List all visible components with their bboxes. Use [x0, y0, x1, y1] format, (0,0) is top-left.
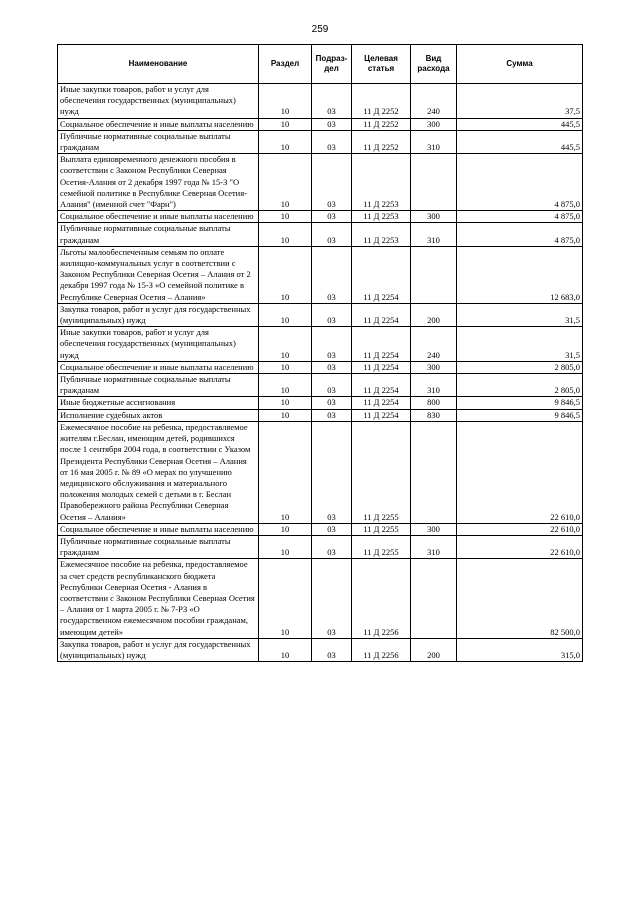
- row-statya: 11 Д 2255: [352, 421, 411, 523]
- row-podrazdel: 03: [312, 154, 352, 211]
- row-statya: 11 Д 2253: [352, 223, 411, 246]
- table-row: [58, 223, 583, 246]
- row-razdel: 10: [259, 211, 312, 223]
- row-razdel: 10: [259, 361, 312, 373]
- row-podrazdel: 03: [312, 374, 352, 397]
- row-vid: 310: [411, 535, 457, 558]
- table-row: [58, 130, 583, 153]
- row-statya: 11 Д 2255: [352, 523, 411, 535]
- row-name: Социальное обеспечение и иные выплаты населению: [58, 211, 259, 223]
- row-summa: 12 683,0: [457, 246, 583, 303]
- row-name: Публичные нормативные социальные выплаты гражданам: [58, 130, 259, 153]
- row-name: Публичные нормативные социальные выплаты гражданам: [58, 374, 259, 397]
- row-razdel: 10: [259, 154, 312, 211]
- row-razdel: 10: [259, 130, 312, 153]
- row-summa: 445,5: [457, 130, 583, 153]
- row-summa: 315,0: [457, 638, 583, 661]
- row-statya: 11 Д 2252: [352, 130, 411, 153]
- row-name: Льготы малообеспеченным семьям по оплате жилищно-коммунальных услуг в соответствии с Законом Республики Северная Осетия – Алания от 2 декабря 1997 года № 15-З «О семейной политике в Республике Северная Осетия – Алания»: [58, 246, 259, 303]
- row-vid: 300: [411, 211, 457, 223]
- row-name: Социальное обеспечение и иные выплаты населению: [58, 361, 259, 373]
- row-vid: 310: [411, 223, 457, 246]
- row-summa: 31,5: [457, 327, 583, 362]
- header-statya: Целевая статья: [352, 45, 411, 84]
- row-name: Социальное обеспечение и иные выплаты населению: [58, 118, 259, 130]
- row-statya: 11 Д 2254: [352, 327, 411, 362]
- row-podrazdel: 03: [312, 559, 352, 638]
- row-name: Публичные нормативные социальные выплаты гражданам: [58, 223, 259, 246]
- row-podrazdel: 03: [312, 118, 352, 130]
- header-razdel: Раздел: [259, 45, 312, 84]
- row-statya: 11 Д 2254: [352, 397, 411, 409]
- row-razdel: 10: [259, 374, 312, 397]
- row-podrazdel: 03: [312, 84, 352, 119]
- table-row: [58, 409, 583, 421]
- row-vid: [411, 246, 457, 303]
- row-podrazdel: 03: [312, 523, 352, 535]
- row-summa: 4 875,0: [457, 154, 583, 211]
- row-razdel: 10: [259, 246, 312, 303]
- row-vid: 300: [411, 523, 457, 535]
- row-razdel: 10: [259, 84, 312, 119]
- row-podrazdel: 03: [312, 361, 352, 373]
- row-summa: 22 610,0: [457, 421, 583, 523]
- row-name: Закупка товаров, работ и услуг для государственных (муниципальных) нужд: [58, 638, 259, 661]
- row-name: Ежемесячное пособие на ребенка, предоставляемое жителям г.Беслан, имеющим детей, родившихся после 1 сентября 2004 года, в соответствии с Указом Президента Республики Северная Осетия – Алания от 16 мая 2005 г. № 89 «О мерах по улучшению медицинского обслуживания и материального положения молодых семей с детьми в г. Беслан Правобережного района Республики Северная Осетия – Алания»: [58, 421, 259, 523]
- row-razdel: 10: [259, 523, 312, 535]
- header-summa: Сумма: [457, 45, 583, 84]
- table-row: [58, 327, 583, 362]
- table-body: [58, 84, 583, 662]
- row-statya: 11 Д 2253: [352, 211, 411, 223]
- row-vid: 800: [411, 397, 457, 409]
- table-row: [58, 397, 583, 409]
- row-name: Закупка товаров, работ и услуг для государственных (муниципальных) нужд: [58, 303, 259, 326]
- row-podrazdel: 03: [312, 327, 352, 362]
- page-number: 259: [311, 24, 329, 35]
- row-name: Иные закупки товаров, работ и услуг для обеспечения государственных (муниципальных) нужд: [58, 84, 259, 119]
- row-vid: 240: [411, 84, 457, 119]
- row-razdel: 10: [259, 535, 312, 558]
- row-vid: 240: [411, 327, 457, 362]
- table-row: [58, 211, 583, 223]
- header-podrazdel: Подраз-дел: [312, 45, 352, 84]
- table-row: [58, 535, 583, 558]
- row-statya: 11 Д 2252: [352, 84, 411, 119]
- row-podrazdel: 03: [312, 246, 352, 303]
- table-row: [58, 361, 583, 373]
- header-vid: Вид расхода: [411, 45, 457, 84]
- table-row: [58, 523, 583, 535]
- row-statya: 11 Д 2256: [352, 559, 411, 638]
- row-summa: 82 500,0: [457, 559, 583, 638]
- row-statya: 11 Д 2253: [352, 154, 411, 211]
- row-vid: 310: [411, 130, 457, 153]
- row-summa: 2 805,0: [457, 374, 583, 397]
- row-summa: 22 610,0: [457, 523, 583, 535]
- row-statya: 11 Д 2254: [352, 374, 411, 397]
- row-summa: 31,5: [457, 303, 583, 326]
- row-podrazdel: 03: [312, 535, 352, 558]
- row-statya: 11 Д 2255: [352, 535, 411, 558]
- row-vid: 300: [411, 361, 457, 373]
- table-row: [58, 559, 583, 638]
- row-vid: [411, 154, 457, 211]
- table-row: [58, 84, 583, 119]
- table-row: [58, 638, 583, 661]
- row-podrazdel: 03: [312, 223, 352, 246]
- row-statya: 11 Д 2254: [352, 409, 411, 421]
- table-header-row: [58, 45, 583, 84]
- row-name: Публичные нормативные социальные выплаты гражданам: [58, 535, 259, 558]
- row-summa: 22 610,0: [457, 535, 583, 558]
- row-podrazdel: 03: [312, 409, 352, 421]
- row-name: Исполнение судебных актов: [58, 409, 259, 421]
- row-summa: 4 875,0: [457, 223, 583, 246]
- row-razdel: 10: [259, 327, 312, 362]
- row-name: Иные бюджетные ассигнования: [58, 397, 259, 409]
- row-vid: 300: [411, 118, 457, 130]
- row-summa: 445,5: [457, 118, 583, 130]
- row-vid: [411, 559, 457, 638]
- row-podrazdel: 03: [312, 421, 352, 523]
- row-vid: 200: [411, 638, 457, 661]
- row-vid: 200: [411, 303, 457, 326]
- row-podrazdel: 03: [312, 130, 352, 153]
- table-row: [58, 154, 583, 211]
- row-vid: [411, 421, 457, 523]
- row-vid: 310: [411, 374, 457, 397]
- table-row: [58, 374, 583, 397]
- row-podrazdel: 03: [312, 211, 352, 223]
- row-statya: 11 Д 2254: [352, 303, 411, 326]
- row-razdel: 10: [259, 397, 312, 409]
- budget-table: [57, 44, 583, 662]
- row-summa: 4 875,0: [457, 211, 583, 223]
- table-row: [58, 246, 583, 303]
- row-summa: 2 805,0: [457, 361, 583, 373]
- row-vid: 830: [411, 409, 457, 421]
- row-razdel: 10: [259, 118, 312, 130]
- header-name: Наименование: [58, 45, 259, 84]
- row-podrazdel: 03: [312, 638, 352, 661]
- table-row: [58, 118, 583, 130]
- row-razdel: 10: [259, 638, 312, 661]
- row-razdel: 10: [259, 421, 312, 523]
- row-razdel: 10: [259, 303, 312, 326]
- row-summa: 9 846,5: [457, 409, 583, 421]
- table-row: [58, 421, 583, 523]
- row-summa: 37,5: [457, 84, 583, 119]
- row-name: Ежемесячное пособие на ребенка, предоставляемое за счет средств республиканского бюджета Республики Северная Осетия - Алания в соответствии с Законом Республики Северная Осетия – Алания от 1 марта 2005 г. № 7-РЗ «О государственном ежемесячном пособии гражданам, имеющим детей»: [58, 559, 259, 638]
- row-razdel: 10: [259, 559, 312, 638]
- row-name: Иные закупки товаров, работ и услуг для обеспечения государственных (муниципальных) нужд: [58, 327, 259, 362]
- row-statya: 11 Д 2256: [352, 638, 411, 661]
- row-podrazdel: 03: [312, 303, 352, 326]
- row-razdel: 10: [259, 223, 312, 246]
- row-podrazdel: 03: [312, 397, 352, 409]
- row-statya: 11 Д 2254: [352, 246, 411, 303]
- row-razdel: 10: [259, 409, 312, 421]
- row-name: Социальное обеспечение и иные выплаты населению: [58, 523, 259, 535]
- row-statya: 11 Д 2252: [352, 118, 411, 130]
- row-name: Выплата единовременного денежного пособия в соответствии с Законом Республики Северная Осетия-Алания от 2 декабря 1997 года № 15-З "О семейной политике в Республике Северная Осетия-Алания" (именной счет "Фарн"): [58, 154, 259, 211]
- table-row: [58, 303, 583, 326]
- row-summa: 9 846,5: [457, 397, 583, 409]
- row-statya: 11 Д 2254: [352, 361, 411, 373]
